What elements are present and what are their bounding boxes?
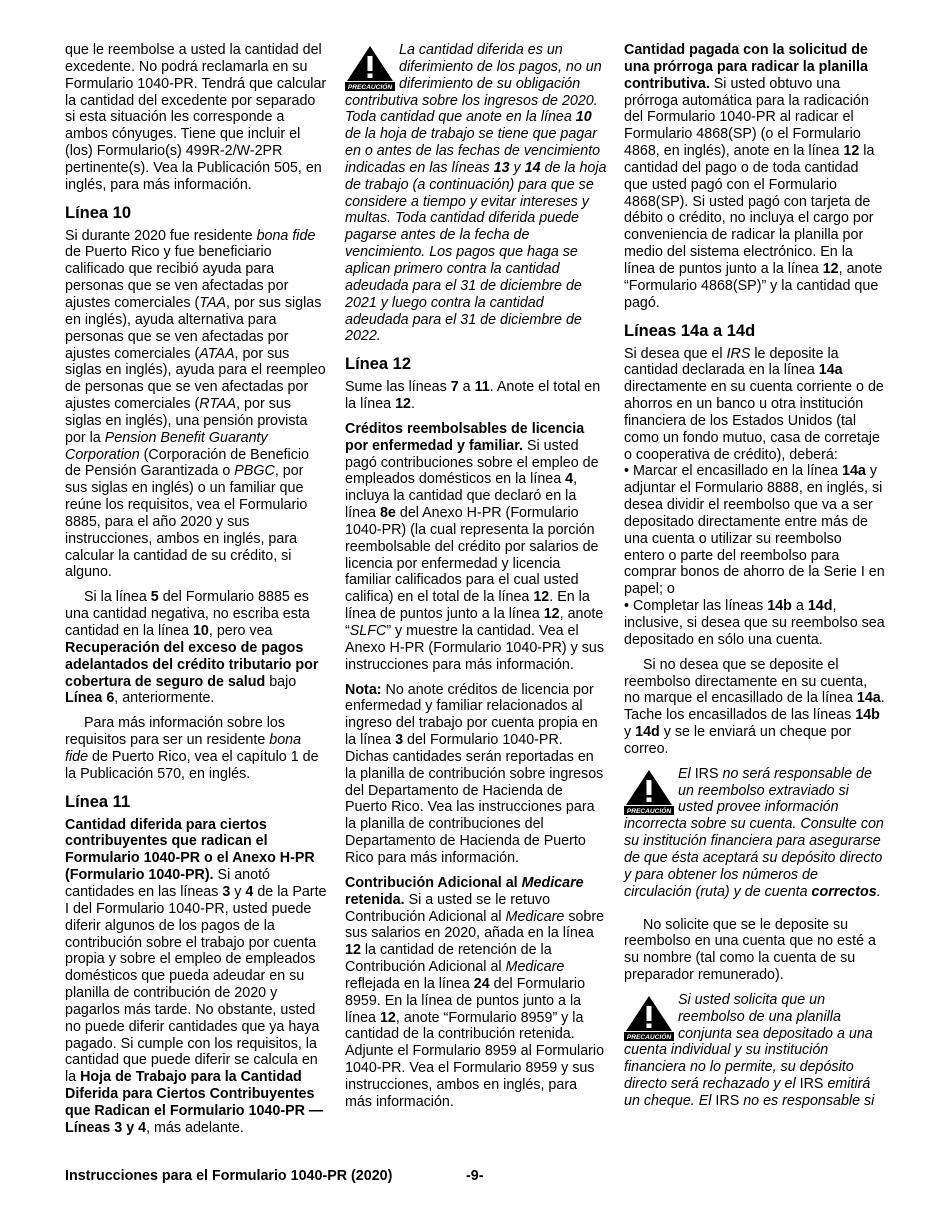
caution-warning-icon <box>624 995 674 1041</box>
paragraph-prorroga: Cantidad pagada con la solicitud de una prórroga para radicar la planilla contributiva. Si usted obtuvo una prórroga automática para la radicación del Formulario 1040-PR al radicar el Formulario 4868(SP) (o el Formulario 4868, en inglés), anote en la línea 12 la cantidad del pago o de toda cantidad que usted pagó con el Formulario 4868(SP). Si usted pagó con tarjeta de débito o crédito, no incluya el cargo por conveniencia de radicar la planilla por medio del sistema electrónico. En la línea de puntos junto a la línea 12, anote “Formulario 4868(SP)” y la cantidad que pagó. <box>624 42 883 311</box>
bullet-item-14b-14d: • Completar las líneas 14b a 14d, inclusive, si desea que su reembolso sea depositado en sólo una cuenta. <box>624 598 885 648</box>
column-2 <box>345 42 607 1119</box>
caution-note-2: PRECAUCIÓN El IRS no será responsable de un reembolso extraviado si usted provee información incorrecta sobre su cuenta. Consulte con su institución financiera para asegurarse de que ésta aceptará su depósito directo y para obtener los números de circulación (ruta) y de cuenta correctos. <box>624 765 884 900</box>
caution-label: PRECAUCIÓN <box>626 1034 672 1041</box>
paragraph-linea-14-3: No solicite que se le deposite su reembolso en una cuenta que no esté a su nombre (tal como la cuenta de su preparador remunerado). <box>624 916 876 984</box>
bullet-icon: • <box>624 463 633 480</box>
paragraph-linea-14-1: Si desea que el IRS le deposite la cantidad declarada en la línea 14a directamente en su cuenta corriente o de ahorros en un banco u otra institución financiera de los Estados Unidos (tal como un fondo mutuo, casa de corretaje o cooperativa de crédito), deberá: <box>624 345 884 463</box>
paragraph-linea-12-1: Sume las líneas 7 a 11. Anote el total en la línea 12. <box>345 379 601 413</box>
paragraph-top: que le reembolse a usted la cantidad del excedente. No podrá reclamarla en su Formulario 1040-PR. Tendrá que calcular la cantidad del excedente por separado si esta situación les corresponde a ambos cónyuges. Tiene que incluir el (los) Formulario(s) 499R-2/W-2PR pertinente(s). Vea la Publicación 505, en inglés, para más información. <box>65 42 327 193</box>
paragraph-linea-14-2: Si no desea que se deposite el reembolso directamente en su cuenta, no marque el encasillado de la línea 14a. Tache los encasillados de las líneas 14b y 14d y se le enviará un cheque por correo. <box>624 656 885 757</box>
caution-warning-icon <box>624 769 674 815</box>
column-3 <box>624 42 886 1118</box>
heading-linea-11: Línea 11 <box>65 792 131 811</box>
paragraph-creditos-licencia: Créditos reembolsables de licencia por enfermedad y familiar. Si usted pagó contribuciones sobre el empleo de empleados domésticos en la línea 4, incluya la cantidad que declaró en la línea 8e del Anexo H-PR (Formulario 1040-PR) (la cual representa la porción reembolsable del crédito por salarios de licencia por enfermedad y licencia familiar calificados para el cual usted califica) en el total de la línea 12. En la línea de puntos junto a la línea 12, anote “SLFC” y muestre la cantidad. Vea el Anexo H-PR (Formulario 1040-PR) y sus instrucciones para más información. <box>345 420 605 673</box>
paragraph-linea-10-2: Si la línea 5 del Formulario 8885 es una cantidad negativa, no escriba esta cantidad en la línea 10, pero vea Recuperación del exceso de pagos adelantados del crédito tributario por cobertura de seguro de salud bajo Línea 6, anteriormente. <box>65 589 319 707</box>
paragraph-linea-10-3: Para más información sobre los requisitos para ser un residente bona fide de Puerto Rico, vea el capítulo 1 de la Publicación 570, en inglés. <box>65 715 319 782</box>
paragraph-medicare: Contribución Adicional al Medicare retenida. Si a usted se le retuvo Contribución Adicional al Medicare sobre sus salarios en 2020, añada en la línea 12 la cantidad de retención de la Contribución Adicional al Medicare reflejada en la línea 24 del Formulario 8959. En la línea de puntos junto a la línea 12, anote “Formulario 8959” y la cantidad de la contribución retenida. Adjunte el Formulario 8959 al Formulario 1040-PR. Vea el Formulario 8959 y sus instrucciones, ambos en inglés, para más información. <box>345 874 605 1110</box>
caution-label: PRECAUCIÓN <box>347 84 393 91</box>
paragraph-linea-11-1: Cantidad diferida para ciertos contribuyentes que radican el Formulario 1040-PR o el Anexo H-PR (Formulario 1040-PR). Si anotó cantidades en las líneas 3 y 4 de la Parte I del Formulario 1040-PR, usted puede diferir algunos de los pagos de la contribución sobre el trabajo por cuenta propia y sobre el empleo de empleados domésticos que pueda adeudar en su planilla de contribución de 2020 y pagarlos más tarde. No obstante, usted no puede diferir cantidades que ya haya pagado. Si cumple con los requisitos, la cantidad que puede diferir se calcula en la Hoja de Trabajo para la Cantidad Diferida para Ciertos Contribuyentes que Radican el Formulario 1040-PR —Líneas 3 y 4, más adelante. <box>65 816 327 1136</box>
column-1 <box>65 42 327 1145</box>
paragraph-linea-10-1: Si durante 2020 fue residente bona fide de Puerto Rico y fue beneficiario calificado que recibió ayuda para personas que se ven afectadas por ajustes comerciales (TAA, por sus siglas en inglés), ayuda alternativa para personas que se ven afectadas por ajustes comerciales (ATAA, por sus siglas en inglés), ayuda para el reempleo de personas que se ven afectadas por ajustes comerciales (RTAA, por sus siglas en inglés), una pensión provista por la Pension Benefit Guaranty Corporation (Corporación de Beneficio de Pensión Garantizada o PBGC, por sus siglas en inglés) o un familiar que reúne los requisitos, vea el Formulario 8885, para el año 2020 y sus instrucciones, ambos en inglés, para calcular la cantidad de su crédito, si alguno. <box>65 227 326 581</box>
caution-note-3: PRECAUCIÓN Si usted solicita que un reembolso de una planilla conjunta sea depositado a una cuenta individual y su institución financiera no lo permite, su depósito directo será rechazado y el IRS emitirá un cheque. El IRS no es responsable si <box>624 991 875 1109</box>
bullet-item-14a: • Marcar el encasillado en la línea 14a y adjuntar el Formulario 8888, en inglés, si desea dividir el reembolso que va a ser depositado directamente entre más de una cuenta o utilizar su reembolso entero o parte del reembolso para comprar bonos de ahorro de la Serie I en papel; o <box>624 463 885 598</box>
caution-note-1: PRECAUCIÓN La cantidad diferida es un diferimiento de los pagos, no un diferimiento de su obligación contributiva sobre los ingresos de 2020. Toda cantidad que anote en la línea 10 de la hoja de trabajo se tiene que pagar en o antes de las fechas de vencimiento indicadas en las líneas 13 y 14 de la hoja de trabajo (a continuación) para que se considere a tiempo y evitar intereses y multas. Toda cantidad diferida puede pagarse antes de la fecha de vencimiento. Los pagos que haga se aplican primero contra la cantidad adeudada para el 31 de diciembre de 2021 y luego contra la cantidad adeudada para el 31 de diciembre de 2022. <box>345 42 607 345</box>
heading-lineas-14a-14d: Líneas 14a a 14d <box>624 321 756 340</box>
page-number: -9- <box>466 1168 484 1184</box>
bullet-icon: • <box>624 598 633 615</box>
caution-label: PRECAUCIÓN <box>626 807 672 815</box>
caution-warning-icon <box>345 45 395 91</box>
paragraph-nota: Nota: No anote créditos de licencia por enfermedad y familiar relacionados al ingreso del trabajo por cuenta propia en la línea 3 del Formulario 1040-PR. Dichas cantidades serán reportadas en la planilla de contribución sobre ingresos del Departamento de Hacienda de Puerto Rico. Vea las instrucciones para la planilla de contribuciones del Departamento de Hacienda de Puerto Rico para más información. <box>345 681 604 866</box>
footer-form-title: Instrucciones para el Formulario 1040-PR (2020) <box>65 1168 393 1184</box>
heading-linea-10: Línea 10 <box>65 203 132 222</box>
heading-linea-12: Línea 12 <box>345 355 412 374</box>
